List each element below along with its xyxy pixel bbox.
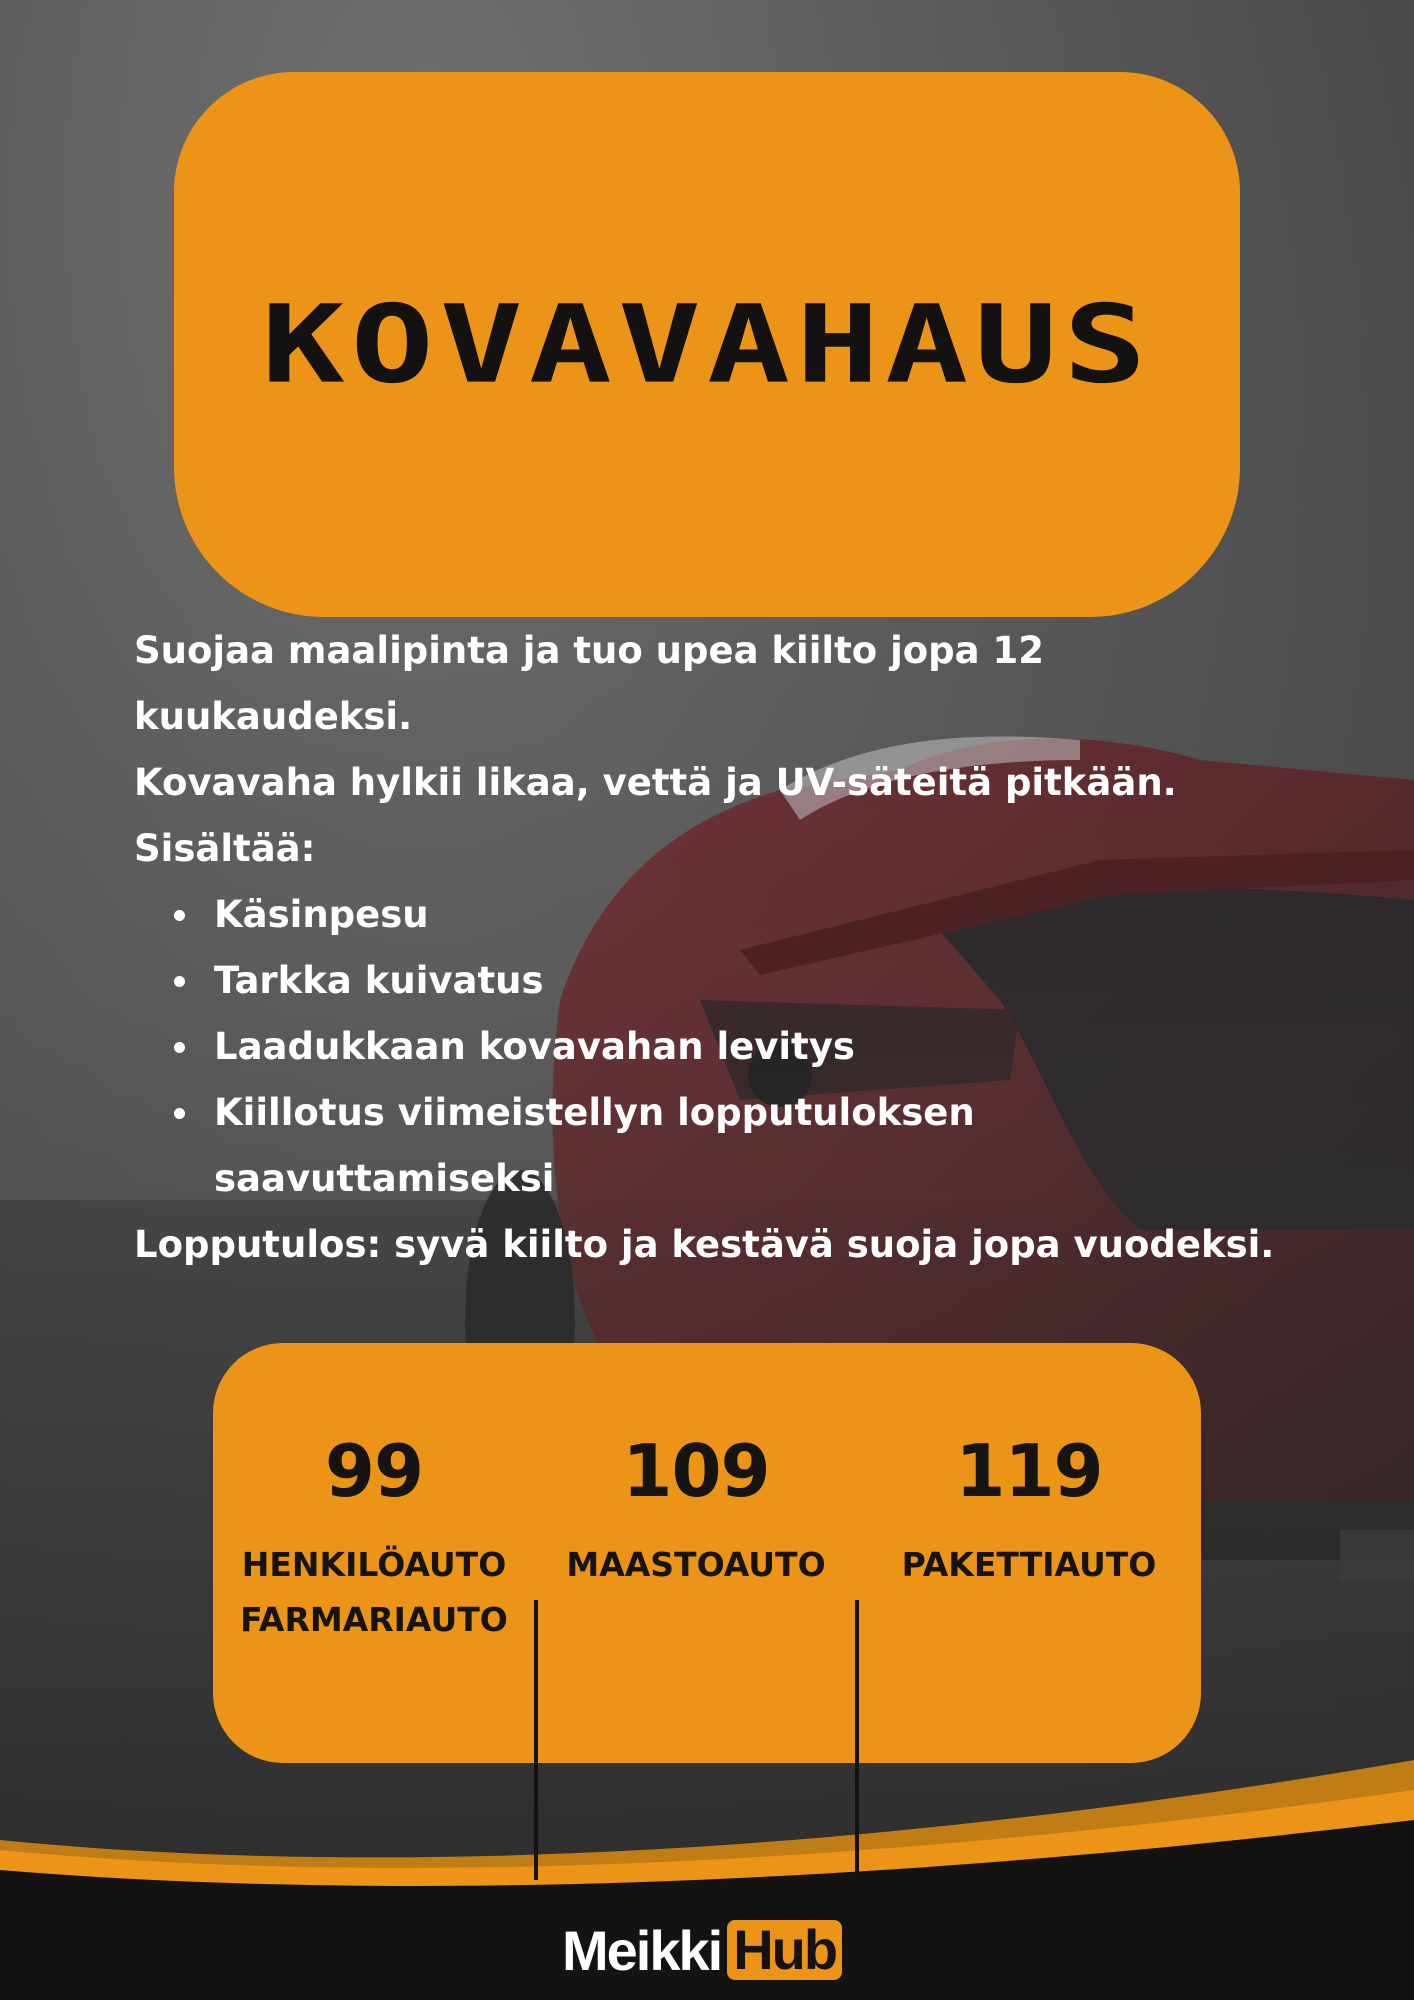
- list-item: Tarkka kuivatus: [214, 948, 1304, 1014]
- list-item: Laadukkaan kovavahan levitys: [214, 1014, 1304, 1080]
- list-item: Käsinpesu: [214, 882, 1304, 948]
- intro-text: Suojaa maalipinta ja tuo upea kiilto jopa 12 kuukaudeksi.: [134, 629, 1045, 738]
- result-text: Lopputulos: syvä kiilto ja kestävä suoja jopa vuodeksi.: [134, 1223, 1275, 1266]
- price-value: 109: [622, 1429, 770, 1513]
- list-item: Kiillotus viimeistellyn lopputuloksen saavuttamiseksi: [214, 1080, 1304, 1212]
- price-value: 119: [955, 1429, 1103, 1513]
- price-divider: [855, 1600, 859, 1875]
- vehicle-type-line: MAASTOAUTO: [566, 1545, 826, 1584]
- meikkihub-logo: [562, 1920, 842, 1980]
- price-value: 99: [324, 1429, 424, 1513]
- contents-heading: Sisältää:: [134, 827, 316, 870]
- price-divider: [534, 1600, 538, 1880]
- logo-text-meikki: Meikki: [562, 1918, 722, 1982]
- benefit-text: Kovavaha hylkii likaa, vettä ja UV-säteitä pitkään.: [134, 761, 1177, 804]
- vehicle-type-line: PAKETTIAUTO: [901, 1545, 1157, 1584]
- page-title: KOVAVAHAUS: [261, 281, 1153, 407]
- vehicle-type-line: FARMARIAUTO: [240, 1600, 508, 1639]
- logo-text-hub: Hub: [727, 1920, 842, 1980]
- vehicle-type-line: HENKILÖAUTO: [241, 1545, 507, 1584]
